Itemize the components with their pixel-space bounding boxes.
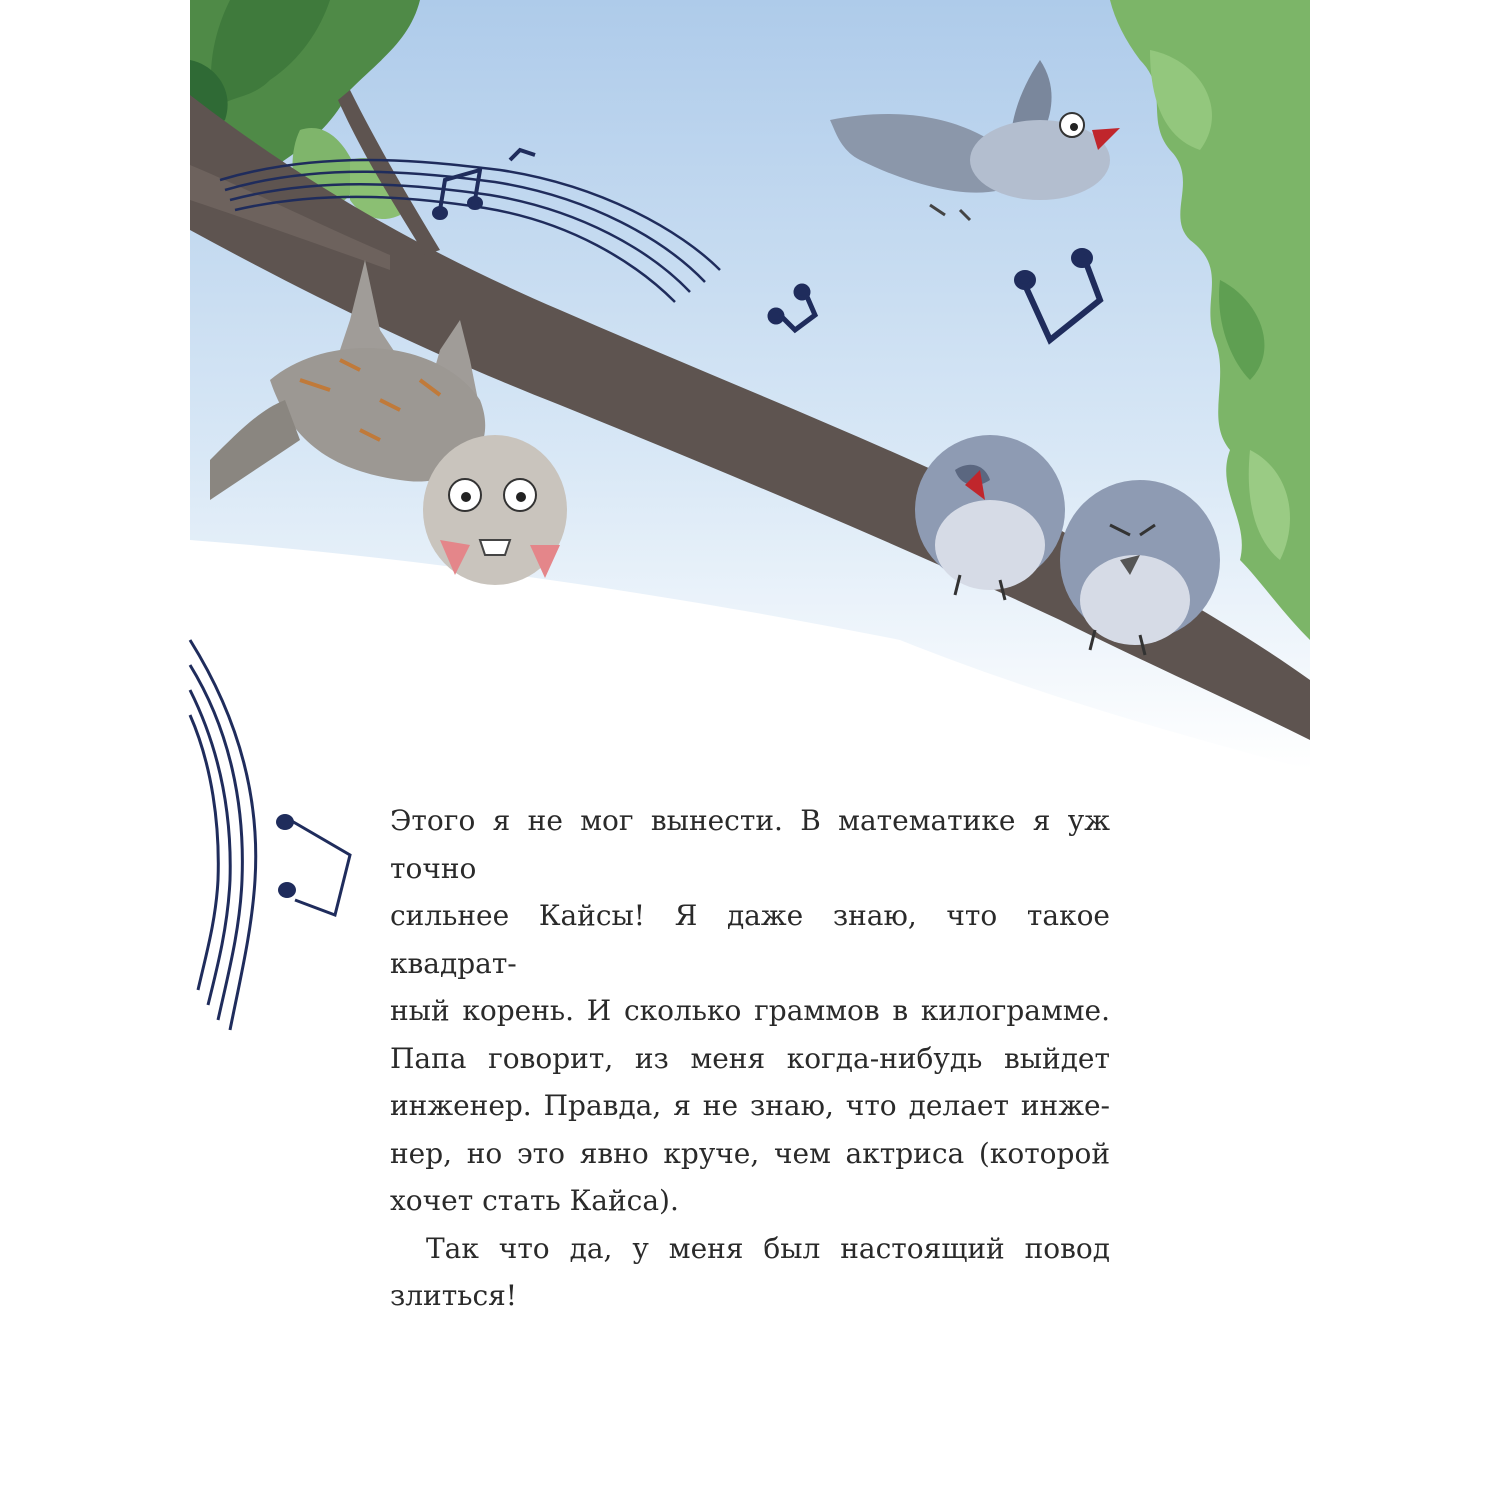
paragraph-1 (390, 797, 1110, 1225)
text-line: ный корень. И сколько граммов в килограмме. (390, 994, 1110, 1027)
text-line: нер, но это явно круче, чем актриса (которой (390, 1136, 1110, 1170)
paragraph-2 (390, 1225, 1110, 1320)
text-line: злиться! (390, 1279, 518, 1312)
text-line: Так что да, у меня был настоящий повод (426, 1231, 1110, 1265)
text-line: Этого я не мог вынести. В математике я уж точно (390, 804, 1110, 885)
text-line: Папа говорит, из меня когда-нибудь выйдет (390, 1041, 1110, 1075)
text-line: хочет стать Кайса). (390, 1184, 679, 1217)
music-note-icon (276, 814, 296, 898)
text-line: сильнее Кайсы! Я даже знаю, что такое квадрат- (390, 899, 1110, 980)
story-text (390, 797, 1110, 1320)
music-staff-margin (190, 640, 350, 1030)
text-line: инженер. Правда, я не знаю, что делает инже- (390, 1089, 1110, 1122)
